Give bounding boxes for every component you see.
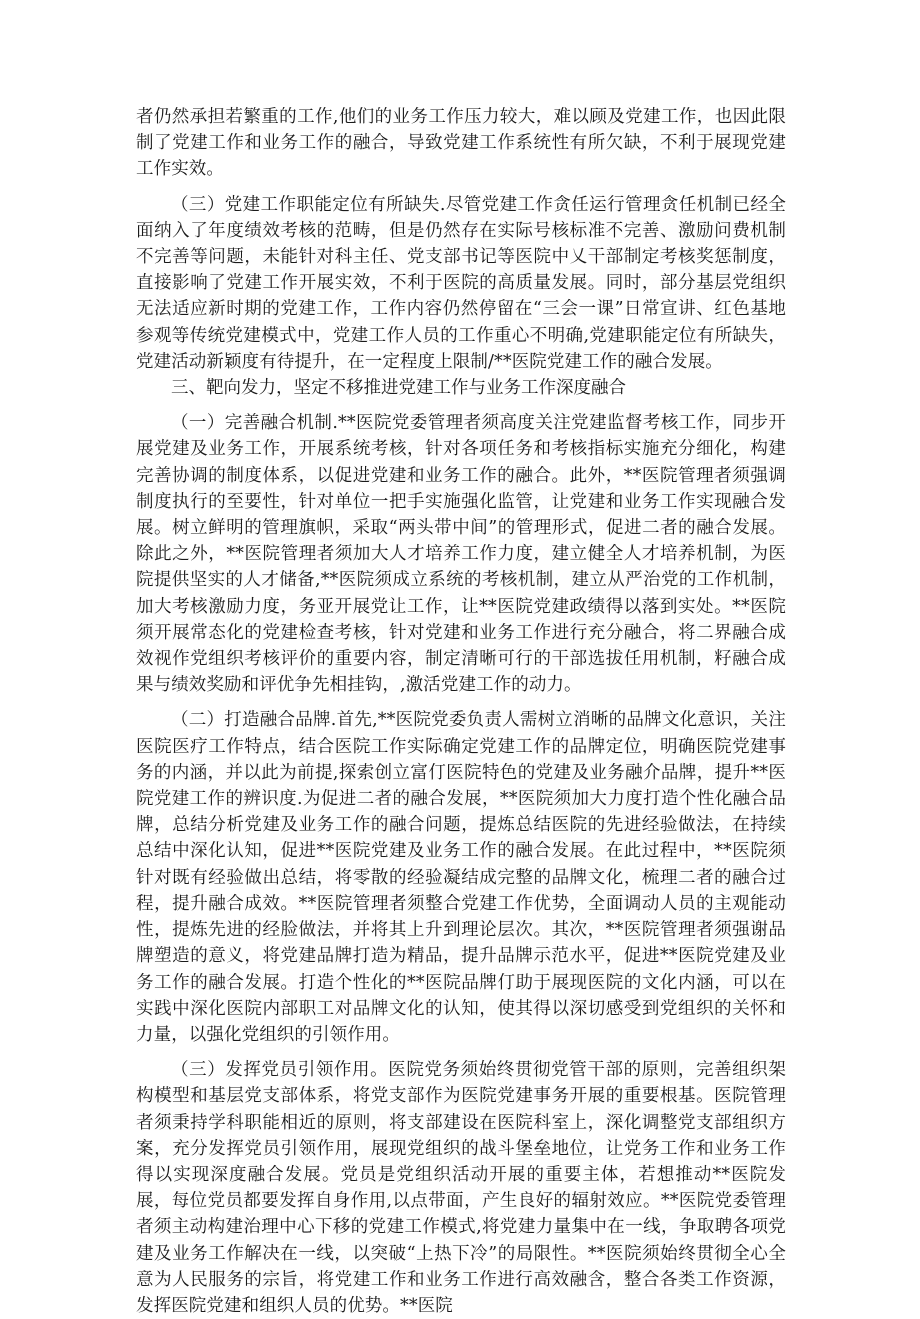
document-body <box>136 104 786 1319</box>
paragraph-party-member-leadership: （三）发挥党员引领作用。医院党务须始终贯彻党管干部的原则，完善组织架构模型和基层党支部体系，将党支部作为医院党建事务开展的重要根基。医院管理者须秉持学科职能相近的原则，将支部建设在医院科室上，深化调整党支部组织方案，充分发挥党员引领作用，展现党组织的战斗堡垒地位，让党务工作和业务工作得以实现深度融合发展。党员是党组织活动开展的重要主体，若想推动**医院发展，每位党员都要发挥自身作用,以点带面，产生良好的辐射效应。**医院党委管理者须主动构建治理中心下移的党建工作模式,将党建力量集中在一线，争取聘各项党建及业务工作解决在一线，以突破“上热下冷”的局限性。**医院须始终贯彻全心全意为人民服务的宗旨，将党建工作和业务工作进行高效融含，整合各类工作资源，发挥医院党建和组织人员的优势。**医院 <box>136 1060 786 1316</box>
section-heading: 三、靶向发力，坚定不移推进党建工作与业务工作深度融合 <box>171 378 626 399</box>
paragraph-continuation: 者仍然承担若繁重的工作,他们的业务工作压力较大，难以顾及党建工作，也因此限制了党建工作和业务工作的融合，导致党建工作系统性有所欠缺，不利于展现党建工作实效。 <box>136 107 786 180</box>
paragraph-integration-mechanism: （一）完善融合机制.**医院党委管理者须高度关注党建监督考核工作，同步开展党建及业务工作，开展系统考核，针对各项任务和考核指标实施充分细化，构建完善协调的制度体系，以促进党建和业务工作的融合。此外，**医院管理者须强调制度执行的至要性，针对单位一把手实施强化监管，让党建和业务工作实现融合发展。树立鲜明的管理旗帜，采取“两头带中间”的管理形式，促进二者的融合发展。除此之外，**医院管理者须加大人才培养工作力度，建立健全人才培养机制，为医院提供坚实的人才储备,**医院须成立系统的考核机制，建立从严治党的工作机制，加大考核激励力度，务亚开展党让工作，让**医院党建政绩得以落到实处。**医院须开展常态化的党建检查考核，针对党建和业务工作进行充分融合，将二界融合成效视作党组织考核评价的重要内容，制定清晰可行的干部选拔任用机制，籽融合成果与绩效奖励和评优争先相挂钩，,激活党建工作的动力。 <box>136 413 786 696</box>
paragraph-functional-positioning: （三）党建工作职能定位有所缺失.尽管党建工作贪任运行管理贪任机制已经全面纳入了年度绩效考核的范畴，但是仍然存在实际号核标准不完善、激励问费机制不完善等问题，未能针对科主任、党支部书记等医院中乂干部制定考核奖惩制度，直接影响了党建工作开展实效，不利于医院的高质量发展。同时，部分基层党组织无法适应新时期的党建工作，工作内容仍然停留在“三会一课”日常宣讲、红色基地参观等传统党建模式中，党建工作人员的工作重心不明确,党建职能定位有所缺失，党建活动新颖度有待提升，在一定程度上限制/**医院党建工作的融合发展。 <box>136 194 786 372</box>
paragraph-integration-brand: （二）打造融合品牌.首先,**医院党委负责人需树立消晰的品牌文化意识，关注医院医疗工作特点，结合医院工作实际确定党建工作的品牌定位，明确医院党建事务的内涵，并以此为前提,探索创立富仃医院特色的党建及业务融介品牌，提升**医院党建工作的辨识度.为促进二者的融合发展，**医院须加大力度打造个性化融合品牌，总结分析党建及业务工作的融合问题，提炼总结医院的先进经验做法，在持续总结中深化认知，促进**医院党建及业务工作的融合发展。在此过程中，**医院须针对既有经验做出总结，将零散的经验凝结成完整的品牌文化，梳理二者的融合过程，提升融合成效。**医院管理者须整合党建工作优势，全面调动人员的主观能动性，提炼先进的经脸做法，并将其上升到理论层次。其次，**医院管理者须强谢品牌塑造的意义，将党建品牌打造为精品，提升品牌示范水平，促进**医院党建及业务工作的融合发展。打造个性化的**医院品牌仃助于展现医院的文化内涵，可以在实践中深化医院内部职工对品牌文化的认知，使其得以深切感受到党组织的关怀和力量，以强化党组织的引领作用。 <box>136 710 786 1045</box>
